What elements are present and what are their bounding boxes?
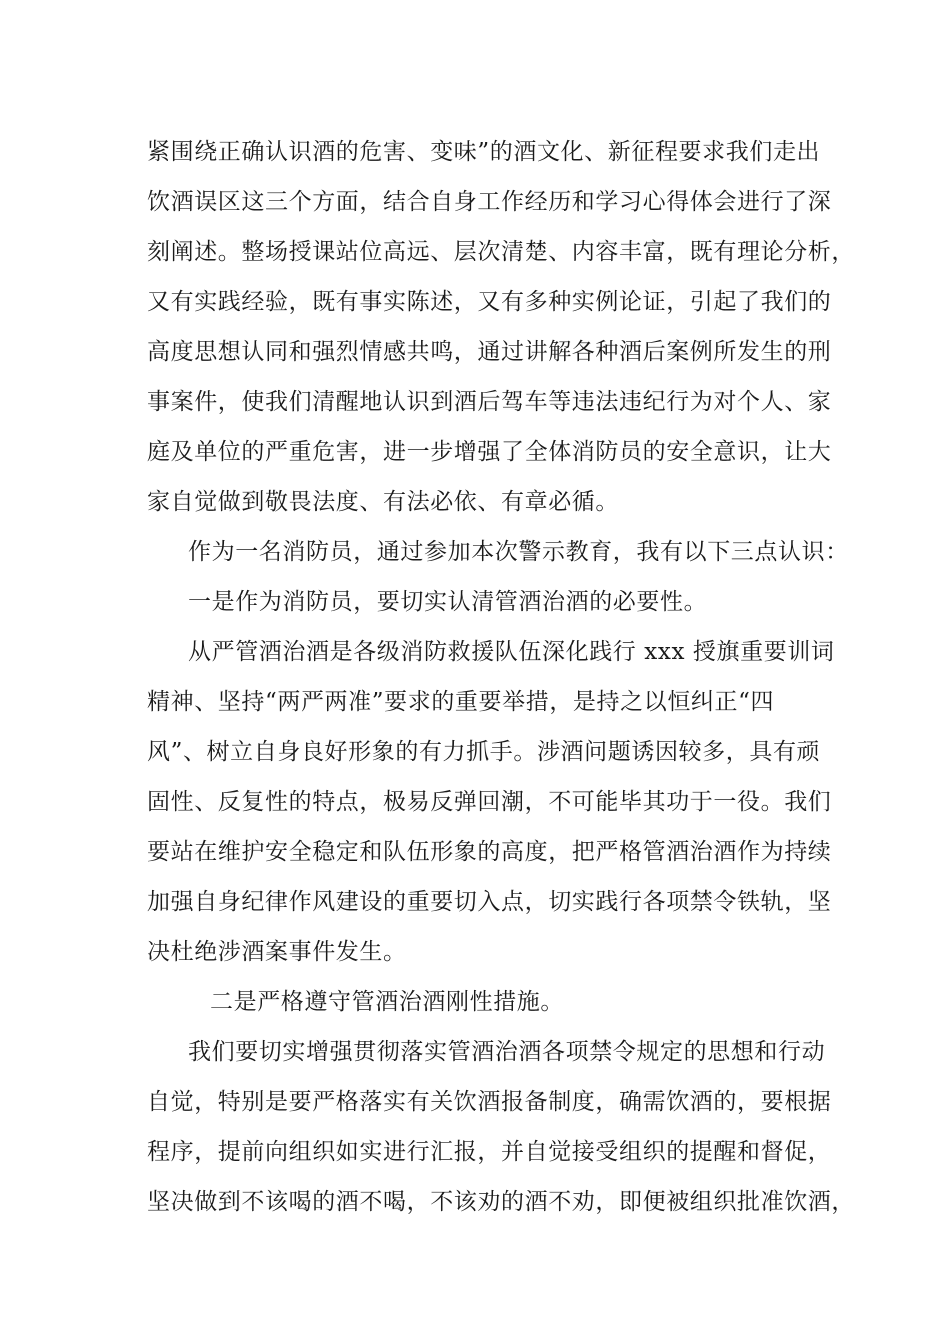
body-text-line: 庭及单位的严重危害，进一步增强了全体消防员的安全意识，让大 (147, 439, 832, 465)
body-text-line: 决杜绝涉酒案事件发生。 (147, 939, 407, 965)
body-text-line: 家自觉做到敬畏法度、有法必依、有章必循。 (147, 489, 619, 515)
body-text-line: 事案件，使我们清醒地认识到酒后驾车等违法违纪行为对个人、家 (147, 389, 832, 415)
body-text-line: 坚决做到不该喝的酒不喝，不该劝的酒不劝，即便被组织批准饮酒， (147, 1189, 855, 1215)
body-text-line: 自觉，特别是要严格落实有关饮酒报备制度，确需饮酒的，要根据 (147, 1089, 832, 1115)
point-one-heading: 一是作为消防员，要切实认清管酒治酒的必要性。 (188, 589, 708, 615)
body-text-line: 高度思想认同和强烈情感共鸣，通过讲解各种酒后案例所发生的刑 (147, 339, 832, 365)
body-text-line: 又有实践经验，既有事实陈述，又有多种实例论证，引起了我们的 (147, 289, 832, 315)
point-two-heading: 二是严格遵守管酒治酒刚性措施。 (210, 989, 564, 1015)
body-text-line: 刻阐述。整场授课站位高远、层次清楚、内容丰富，既有理论分析， (147, 239, 855, 265)
body-text-line: 程序，提前向组织如实进行汇报，并自觉接受组织的提醒和督促， (147, 1139, 832, 1165)
body-text-line: 从严管酒治酒是各级消防救援队伍深化践行 xxx 授旗重要训词 (188, 639, 835, 665)
body-text-line: 精神、坚持“两严两准”要求的重要举措，是持之以恒纠正“四 (147, 689, 775, 715)
body-text-line: 饮酒误区这三个方面，结合自身工作经历和学习心得体会进行了深 (147, 189, 832, 215)
body-text-line: 加强自身纪律作风建设的重要切入点，切实践行各项禁令铁轨，坚 (147, 889, 832, 915)
paragraph-intro: 作为一名消防员，通过参加本次警示教育，我有以下三点认识： (188, 539, 849, 565)
body-text-line: 风”、树立自身良好形象的有力抓手。涉酒问题诱因较多，具有顽 (147, 739, 821, 765)
body-text-line: 固性、反复性的特点，极易反弹回潮，不可能毕其功于一役。我们 (147, 789, 832, 815)
body-text-line: 要站在维护安全稳定和队伍形象的高度，把严格管酒治酒作为持续 (147, 839, 832, 865)
body-text-line: 紧围绕正确认识酒的危害、变味”的酒文化、新征程要求我们走出 (147, 139, 821, 165)
body-text-line: 我们要切实增强贯彻落实管酒治酒各项禁令规定的思想和行动 (188, 1039, 826, 1065)
